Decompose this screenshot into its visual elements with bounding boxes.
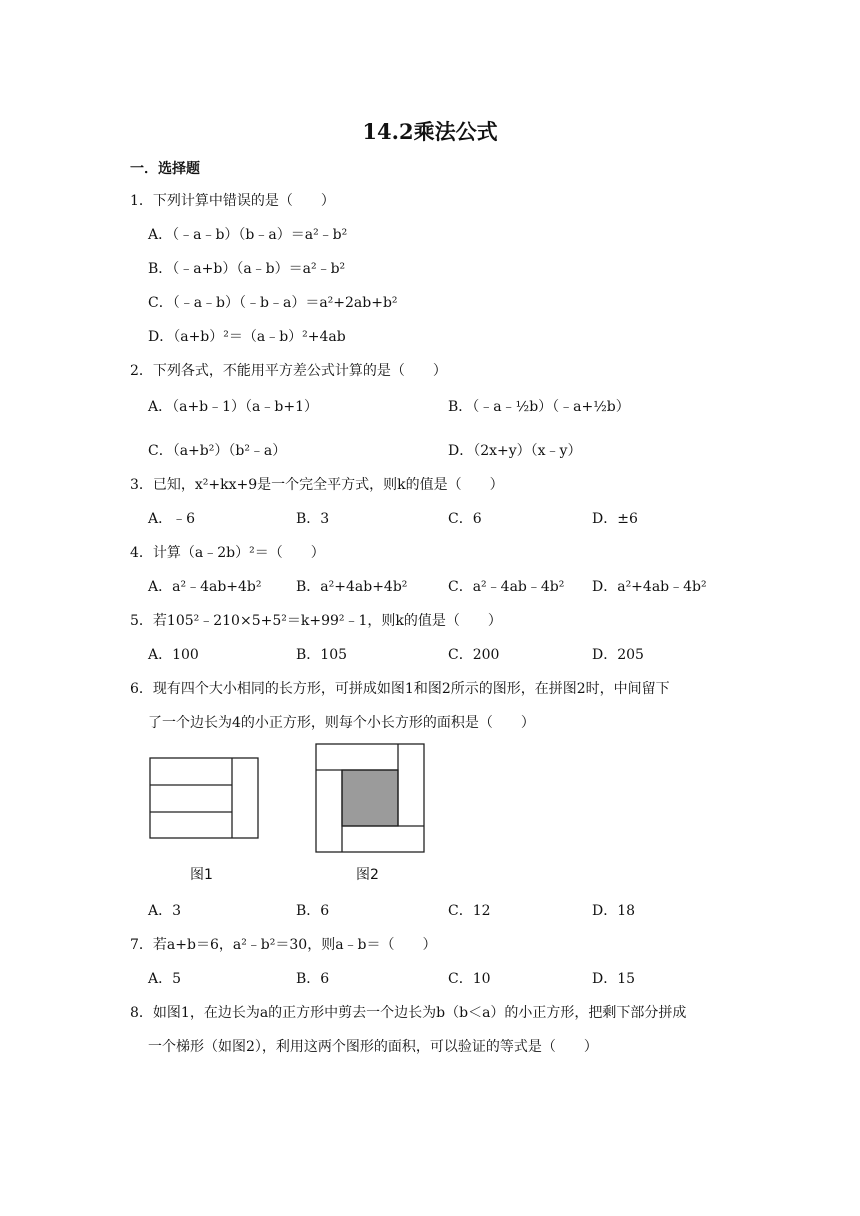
question-5-stem: 5．若105²﹣210×5+5²＝k+99²﹣1，则k的值是（ ） bbox=[130, 613, 502, 629]
question-6-stem-line-1: 6．现有四个大小相同的长方形，可拼成如图1和图2所示的图形，在拼图2时，中间留下 bbox=[130, 681, 670, 697]
question-1-option-a: A．（﹣a﹣b）（b﹣a）＝a²﹣b² bbox=[148, 227, 348, 243]
question-3-option-c: C．6 bbox=[448, 511, 482, 527]
question-4-option-a: A．a²﹣4ab+4b² bbox=[148, 579, 262, 595]
question-6-stem-line-2: 了一个边长为4的小正方形，则每个小长方形的面积是（ ） bbox=[148, 715, 535, 731]
question-1-stem: 1．下列计算中错误的是（ ） bbox=[130, 193, 335, 209]
question-7-stem: 7．若a+b＝6，a²﹣b²＝30，则a﹣b＝（ ） bbox=[130, 937, 437, 953]
question-6-option-b: B．6 bbox=[296, 903, 330, 919]
question-4-option-b: B．a²+4ab+4b² bbox=[296, 579, 408, 595]
question-2-option-d: D．（2x+y）（x﹣y） bbox=[448, 443, 582, 459]
question-7-option-d: D．15 bbox=[592, 971, 636, 987]
figure-1-diagram bbox=[148, 756, 262, 842]
section-heading: 一．选择题 bbox=[130, 161, 200, 177]
question-3-option-b: B．3 bbox=[296, 511, 330, 527]
question-5-option-a: A．100 bbox=[148, 647, 199, 663]
question-3-stem: 3．已知，x²+kx+9是一个完全平方式，则k的值是（ ） bbox=[130, 477, 504, 493]
question-5-option-d: D．205 bbox=[592, 647, 644, 663]
question-6-option-d: D．18 bbox=[592, 903, 636, 919]
question-1-option-c: C．（﹣a﹣b）（﹣b﹣a）＝a²+2ab+b² bbox=[148, 295, 398, 311]
question-6-option-a: A．3 bbox=[148, 903, 182, 919]
question-2-stem: 2．下列各式，不能用平方差公式计算的是（ ） bbox=[130, 363, 447, 379]
question-7-option-b: B．6 bbox=[296, 971, 330, 987]
figure-1-label: 图1 bbox=[190, 867, 213, 883]
question-2-option-a: A．（a+b﹣1）（a﹣b+1） bbox=[148, 399, 319, 415]
question-1-option-b: B．（﹣a+b）（a﹣b）＝a²﹣b² bbox=[148, 261, 346, 277]
question-3-option-d: D．±6 bbox=[592, 511, 638, 527]
figure-2-diagram bbox=[314, 742, 428, 856]
question-2-option-c: C．（a+b²）（b²﹣a） bbox=[148, 443, 287, 459]
question-8-stem-line-2: 一个梯形（如图2），利用这两个图形的面积，可以验证的等式是（ ） bbox=[148, 1039, 598, 1055]
question-6-option-c: C．12 bbox=[448, 903, 491, 919]
question-8-stem-line-1: 8．如图1，在边长为a的正方形中剪去一个边长为b（b＜a）的小正方形，把剩下部分拼成 bbox=[130, 1005, 687, 1021]
question-3-option-a: A．﹣6 bbox=[148, 511, 196, 527]
question-4-stem: 4．计算（a﹣2b）²＝（ ） bbox=[130, 545, 325, 561]
question-4-option-c: C．a²﹣4ab﹣4b² bbox=[448, 579, 565, 595]
question-7-option-c: C．10 bbox=[448, 971, 491, 987]
figure-2-label: 图2 bbox=[356, 867, 379, 883]
question-4-option-d: D．a²+4ab﹣4b² bbox=[592, 579, 707, 595]
page-title: 14.2乘法公式 bbox=[362, 119, 498, 144]
question-2-option-b: B．（﹣a﹣½b）（﹣a+½b） bbox=[448, 399, 630, 415]
question-5-option-c: C．200 bbox=[448, 647, 500, 663]
question-5-option-b: B．105 bbox=[296, 647, 348, 663]
question-7-option-a: A．5 bbox=[148, 971, 182, 987]
question-1-option-d: D．（a+b）²＝（a﹣b）²+4ab bbox=[148, 329, 346, 345]
